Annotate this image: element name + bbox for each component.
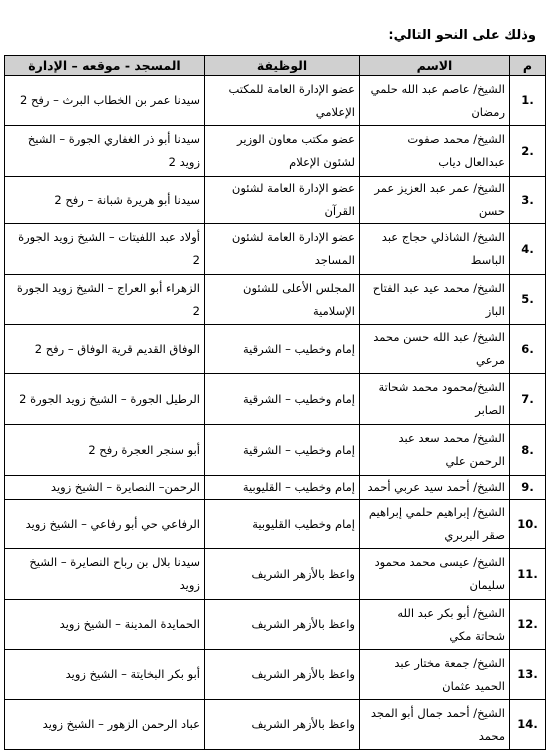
table-row [5, 549, 546, 600]
row-name: الشيخ/ عيسى محمد محمود سليمان [360, 549, 510, 600]
header-num: م [510, 56, 546, 76]
row-number: .4 [510, 224, 546, 275]
row-job: عضو الإدارة العامة لشئون المساجد [205, 224, 360, 275]
row-mosque: سيدنا أبو هريرة شبانة – رفح 2 [5, 177, 205, 224]
row-number: .9 [510, 476, 546, 500]
row-name: الشيخ/ عمر عبد العزيز عمر حسن [360, 177, 510, 224]
row-mosque: أبو بكر البخايتة – الشيخ زويد [5, 650, 205, 700]
row-job: عضو الإدارة العامة لشئون القرآن [205, 177, 360, 224]
table-row [5, 76, 546, 126]
row-job: عضو مكتب معاون الوزير لشئون الإعلام [205, 126, 360, 177]
row-job: المجلس الأعلى للشئون الإسلامية [205, 275, 360, 325]
row-mosque: الرفاعي حي أبو رفاعي – الشيخ زويد [5, 500, 205, 549]
row-name: الشيخ/ أبو بكر عبد الله شحاتة مكي [360, 600, 510, 650]
header-mosque: المسجد - موقعه – الإدارة [5, 56, 205, 76]
intro-text: وذلك على النحو التالي: [388, 28, 536, 43]
table-row [5, 224, 546, 275]
row-name: الشيخ/ محمد سعد عبد الرحمن علي [360, 425, 510, 476]
row-name: الشيخ/ محمد صفوت عبدالعال دياب [360, 126, 510, 177]
header-job: الوظيفة [205, 56, 360, 76]
row-mosque: سيدنا أبو ذر الغفاري الجورة – الشيخ زويد 2 [5, 126, 205, 177]
row-name: الشيخ/ أحمد سيد عربي أحمد [360, 476, 510, 500]
row-job: إمام وخطيب – القليوبية [205, 476, 360, 500]
row-mosque: الزهراء أبو العراج – الشيخ زويد الجورة 2 [5, 275, 205, 325]
row-name: الشيخ/ عاصم عبد الله حلمي رمضان [360, 76, 510, 126]
row-name: الشيخ/ جمعة مختار عبد الحميد عثمان [360, 650, 510, 700]
row-number: .11 [510, 549, 546, 600]
imams-table [4, 55, 546, 750]
row-number: .1 [510, 76, 546, 126]
row-number: .7 [510, 374, 546, 425]
row-number: .3 [510, 177, 546, 224]
row-mosque: سيدنا عمر بن الخطاب البرث – رفح 2 [5, 76, 205, 126]
table-row [5, 177, 546, 224]
row-number: .12 [510, 600, 546, 650]
row-name: الشيخ/ أحمد جمال أبو المجد محمد [360, 700, 510, 750]
row-number: .13 [510, 650, 546, 700]
table-row [5, 700, 546, 750]
table-row [5, 374, 546, 425]
row-name: الشيخ/ محمد عيد عبد الفتاح الباز [360, 275, 510, 325]
row-mosque: الوفاق القديم قرية الوفاق – رفح 2 [5, 325, 205, 374]
row-job: عضو الإدارة العامة للمكتب الإعلامي [205, 76, 360, 126]
row-job: واعظ بالأزهر الشريف [205, 650, 360, 700]
row-mosque: سيدنا بلال بن رباح النصايرة – الشيخ زويد [5, 549, 205, 600]
table-row [5, 275, 546, 325]
table-row [5, 600, 546, 650]
row-number: .5 [510, 275, 546, 325]
row-job: واعظ بالأزهر الشريف [205, 600, 360, 650]
row-name: الشيخ/ الشاذلي حجاج عبد الباسط [360, 224, 510, 275]
row-job: واعظ بالأزهر الشريف [205, 700, 360, 750]
table-row [5, 650, 546, 700]
table-row [5, 126, 546, 177]
row-name: الشيخ/ إبراهيم حلمي إبراهيم صقر البربري [360, 500, 510, 549]
row-job: إمام وخطيب – الشرقية [205, 374, 360, 425]
row-job: واعظ بالأزهر الشريف [205, 549, 360, 600]
header-name: الاسم [360, 56, 510, 76]
row-mosque: أبو سنجر العجرة رفح 2 [5, 425, 205, 476]
table-row [5, 476, 546, 500]
row-number: .10 [510, 500, 546, 549]
row-job: إمام وخطيب – الشرقية [205, 325, 360, 374]
row-number: .6 [510, 325, 546, 374]
table-row [5, 425, 546, 476]
row-mosque: الرحمن– النصايرة – الشيخ زويد [5, 476, 205, 500]
row-mosque: أولاد عبد اللفيتات – الشيخ زويد الجورة 2 [5, 224, 205, 275]
row-name: الشيخ/ عبد الله حسن محمد مرعي [360, 325, 510, 374]
row-number: .8 [510, 425, 546, 476]
row-number: .14 [510, 700, 546, 750]
table-row [5, 325, 546, 374]
row-name: الشيخ/محمود محمد شحاتة الصابر [360, 374, 510, 425]
row-mosque: الحمايدة المدينة – الشيخ زويد [5, 600, 205, 650]
row-mosque: الرطيل الجورة – الشيخ زويد الجورة 2 [5, 374, 205, 425]
row-job: إمام وخطيب – الشرقية [205, 425, 360, 476]
row-number: .2 [510, 126, 546, 177]
row-job: إمام وخطيب القليوبية [205, 500, 360, 549]
table-row [5, 500, 546, 549]
table-header-row [5, 56, 546, 76]
row-mosque: عباد الرحمن الزهور – الشيخ زويد [5, 700, 205, 750]
